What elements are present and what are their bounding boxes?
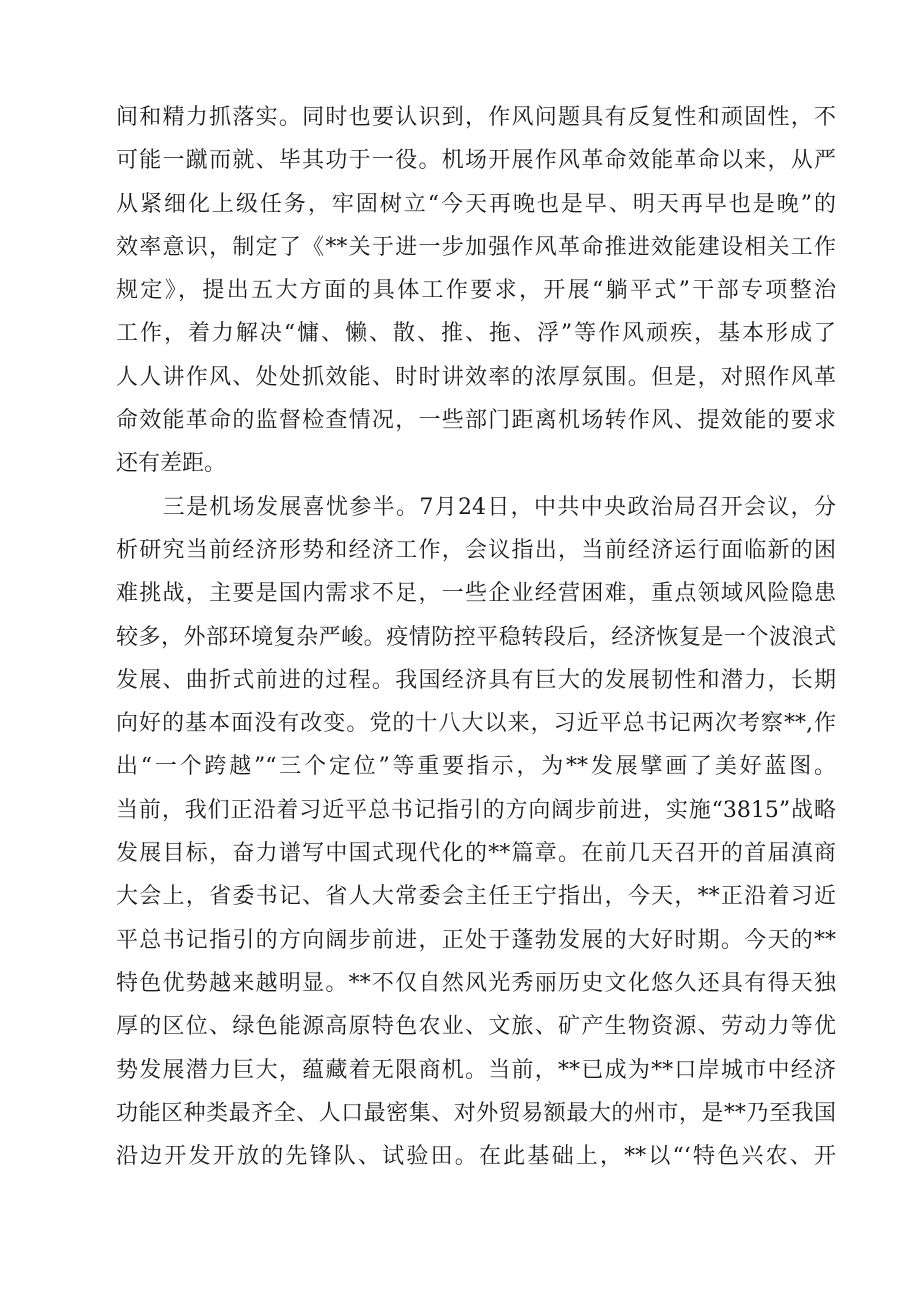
text-line: 势发展潜力巨大，蕴藏着无限商机。当前，**已成为**口岸城市中经济 [116,1057,836,1083]
text-line: 人人讲作风、处处抓效能、时时讲效率的浓厚氛围。但是，对照作风革 [116,364,836,390]
text-line: 厚的区位、绿色能源高原特色农业、文旅、矿产生物资源、劳动力等优 [116,1014,836,1040]
text-line: 规定》，提出五大方面的具体工作要求，开展“躺平式”干部专项整治 [116,278,836,304]
text-line: 还有差距。 [116,451,227,477]
text-line: 出“一个跨越”“三个定位”等重要指示，为**发展擘画了美好蓝图。 [116,754,836,780]
text-line: 沿边开发开放的先锋队、试验田。在此基础上，**以“‘特色兴农、开 [116,1144,836,1170]
text-line: 析研究当前经济形势和经济工作，会议指出，当前经济运行面临新的困 [116,537,836,563]
paragraph-2 [116,486,836,1179]
text-line: 发展、曲折式前进的过程。我国经济具有巨大的发展韧性和潜力，长期 [116,667,836,693]
text-line: 较多，外部环境复杂严峻。疫情防控平稳转段后，经济恢复是一个波浪式 [116,624,836,650]
text-line: 发展目标，奋力谱写中国式现代化的**篇章。在前几天召开的首届滇商 [116,841,836,867]
document-body [116,96,836,1178]
paragraph-1 [116,96,836,486]
text-line: 工作，着力解决“慵、懒、散、推、拖、浮”等作风顽疾，基本形成了 [116,321,836,347]
text-line: 向好的基本面没有改变。党的十八大以来，习近平总书记两次考察**,作 [116,711,836,737]
text-line: 大会上，省委书记、省人大常委会主任王宁指出，今天，**正沿着习近 [116,884,836,910]
text-line: 特色优势越来越明显。**不仅自然风光秀丽历史文化悠久还具有得天独 [116,970,836,996]
text-line: 间和精力抓落实。同时也要认识到，作风问题具有反复性和顽固性，不 [116,105,836,130]
text-line: 效率意识，制定了《**关于进一步加强作风革命推进效能建设相关工作 [116,234,836,260]
text-line: 三是机场发展喜忧参半。7月24日，中共中央政治局召开会议，分 [116,494,836,520]
text-line: 可能一蹴而就、毕其功于一役。机场开展作风革命效能革命以来，从严 [116,148,836,174]
text-line: 难挑战，主要是国内需求不足，一些企业经营困难，重点领域风险隐患 [116,581,836,607]
text-line: 命效能革命的监督检查情况，一些部门距离机场转作风、提效能的要求 [116,408,836,434]
text-line: 平总书记指引的方向阔步前进，正处于蓬勃发展的大好时期。今天的** [116,927,836,953]
text-line: 从紧细化上级任务，牢固树立“今天再晚也是早、明天再早也是晚”的 [116,191,836,217]
text-line: 功能区种类最齐全、人口最密集、对外贸易额最大的州市，是**乃至我国 [116,1100,836,1126]
text-line: 当前，我们正沿着习近平总书记指引的方向阔步前进，实施“3815”战略 [116,797,836,823]
